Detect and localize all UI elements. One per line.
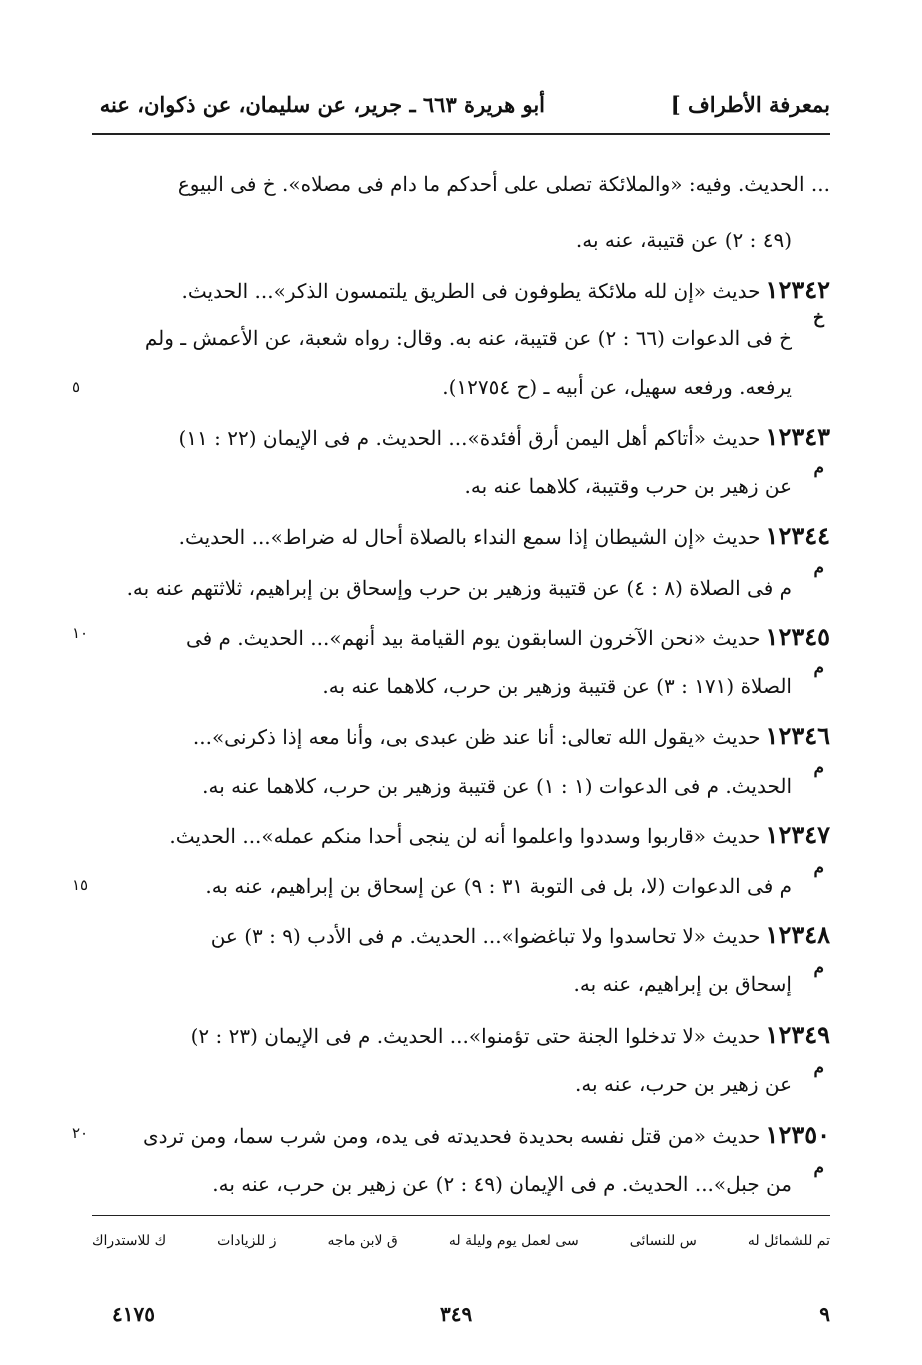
volume-number: ٩ (819, 1302, 830, 1326)
page-number: ٣٤٩ (440, 1302, 473, 1326)
text-line: حديث «لا تحاسدوا ولا تباغضوا»... الحديث. م فى الأدب (٩ : ٣) عن (210, 924, 761, 948)
header-rule (92, 133, 830, 135)
hadith-number: ١٢٣٤٣ (765, 422, 830, 451)
siglum-marker: م (813, 1058, 824, 1078)
text-line: ... الحديث. وفيه: «والملائكة تصلى على أحدكم ما دام فى مصلاه». خ فى البيوع (177, 172, 830, 196)
hadith-entry (191, 1020, 830, 1049)
hadith-entry (178, 422, 830, 451)
siglum-marker: م (813, 1158, 824, 1178)
hadith-entry (186, 622, 830, 651)
hadith-number: ١٢٣٤٢ (765, 275, 830, 304)
siglum-marker: م (813, 658, 824, 678)
text-line: يرفعه. ورفعه سهيل، عن أبيه ـ (ح ١٢٧٥٤). (442, 375, 792, 399)
text-line: حديث «من قتل نفسه بحديدة فحديدته فى يده، ومن شرب سما، ومن تردى (143, 1124, 761, 1148)
margin-line-number: ١٥ (72, 876, 89, 894)
legend-item: سى لعمل يوم وليلة له (448, 1233, 579, 1249)
siglum-marker: م (813, 558, 824, 578)
text-line: حديث «إن لله ملائكة يطوفون فى الطريق يلتمسون الذكر»... الحديث. (181, 279, 761, 303)
legend-item: ق لابن ماجه (327, 1233, 398, 1249)
text-line: عن زهير بن حرب، عنه به. (574, 1072, 792, 1096)
hadith-entry (143, 1120, 830, 1149)
hadith-number: ١٢٣٤٧ (765, 820, 830, 849)
legend-item: ك للاستدراك (92, 1233, 167, 1249)
legend-item: تم للشمائل له (747, 1233, 830, 1249)
text-line: من جبل»... الحديث. م فى الإيمان (٤٩ : ٢) عن زهير بن حرب، عنه به. (212, 1172, 792, 1196)
header-right: بمعرفة الأطراف ] (670, 92, 830, 117)
hadith-number: ١٢٣٤٤ (765, 521, 830, 550)
legend-item: س للنسائى (629, 1233, 697, 1249)
hadith-entry (169, 820, 830, 849)
footnote-rule (92, 1215, 830, 1216)
margin-line-number: ١٠ (72, 624, 89, 642)
text-line: (٤٩ : ٢) عن قتيبة، عنه به. (575, 228, 792, 252)
hadith-number: ١٢٣٤٩ (765, 1020, 830, 1049)
hadith-entry (193, 721, 830, 750)
running-total-number: ٤١٧٥ (112, 1302, 155, 1326)
text-line: خ فى الدعوات (٦٦ : ٢) عن قتيبة، عنه به. وقال: رواه شعبة، عن الأعمش ـ ولم (144, 326, 792, 350)
text-line: حديث «قاربوا وسددوا واعلموا أنه لن ينجى أحدا منكم عمله»... الحديث. (169, 824, 761, 848)
text-line: الحديث. م فى الدعوات (١ : ١) عن قتيبة وزهير بن حرب، كلاهما عنه به. (202, 774, 792, 798)
running-header (92, 92, 830, 126)
text-line: حديث «إن الشيطان إذا سمع النداء بالصلاة أحال له ضراط»... الحديث. (178, 525, 761, 549)
siglum-marker: م (813, 758, 824, 778)
text-line: حديث «لا تدخلوا الجنة حتى تؤمنوا»... الحديث. م فى الإيمان (٢٣ : ٢) (190, 1024, 761, 1048)
legend-item: ز للزيادات (217, 1233, 277, 1249)
siglum-marker: م (813, 958, 824, 978)
header-center: أبو هريرة ٦٦٣ ـ جرير، عن سليمان، عن ذكوان، عنه (99, 92, 545, 117)
text-line: م فى الدعوات (لا، بل فى التوبة ٣١ : ٩) عن إسحاق بن إبراهيم، عنه به. (205, 874, 792, 898)
hadith-entry (179, 521, 830, 550)
text-line: حديث «أتاكم أهل اليمن أرق أفئدة»... الحديث. م فى الإيمان (٢٢ : ١١) (178, 426, 761, 450)
siglum-marker: خ (813, 308, 824, 328)
hadith-entry (211, 920, 830, 949)
siglum-marker: م (813, 858, 824, 878)
hadith-number: ١٢٣٥٠ (765, 1120, 830, 1149)
text-line: م فى الصلاة (٨ : ٤) عن قتيبة وزهير بن حرب وإسحاق بن إبراهيم، ثلاثتهم عنه به. (126, 576, 792, 600)
text-line: حديث «نحن الآخرون السابقون يوم القيامة بيد أنهم»... الحديث. م فى (185, 626, 761, 650)
hadith-number: ١٢٣٤٥ (765, 622, 830, 651)
hadith-entry (182, 275, 830, 304)
text-line: إسحاق بن إبراهيم، عنه به. (573, 972, 792, 996)
text-line: عن زهير بن حرب وقتيبة، كلاهما عنه به. (464, 474, 792, 498)
text-line: حديث «يقول الله تعالى: أنا عند ظن عبدى بى، وأنا معه إذا ذكرنى»... (192, 725, 761, 749)
margin-line-number: ٢٠ (72, 1124, 89, 1142)
hadith-number: ١٢٣٤٨ (765, 920, 830, 949)
abbreviation-legend (92, 1233, 830, 1249)
hadith-number: ١٢٣٤٦ (765, 721, 830, 750)
siglum-marker: م (813, 458, 824, 478)
margin-line-number: ٥ (72, 378, 81, 396)
text-line: الصلاة (١٧١ : ٣) عن قتيبة وزهير بن حرب، كلاهما عنه به. (322, 674, 792, 698)
